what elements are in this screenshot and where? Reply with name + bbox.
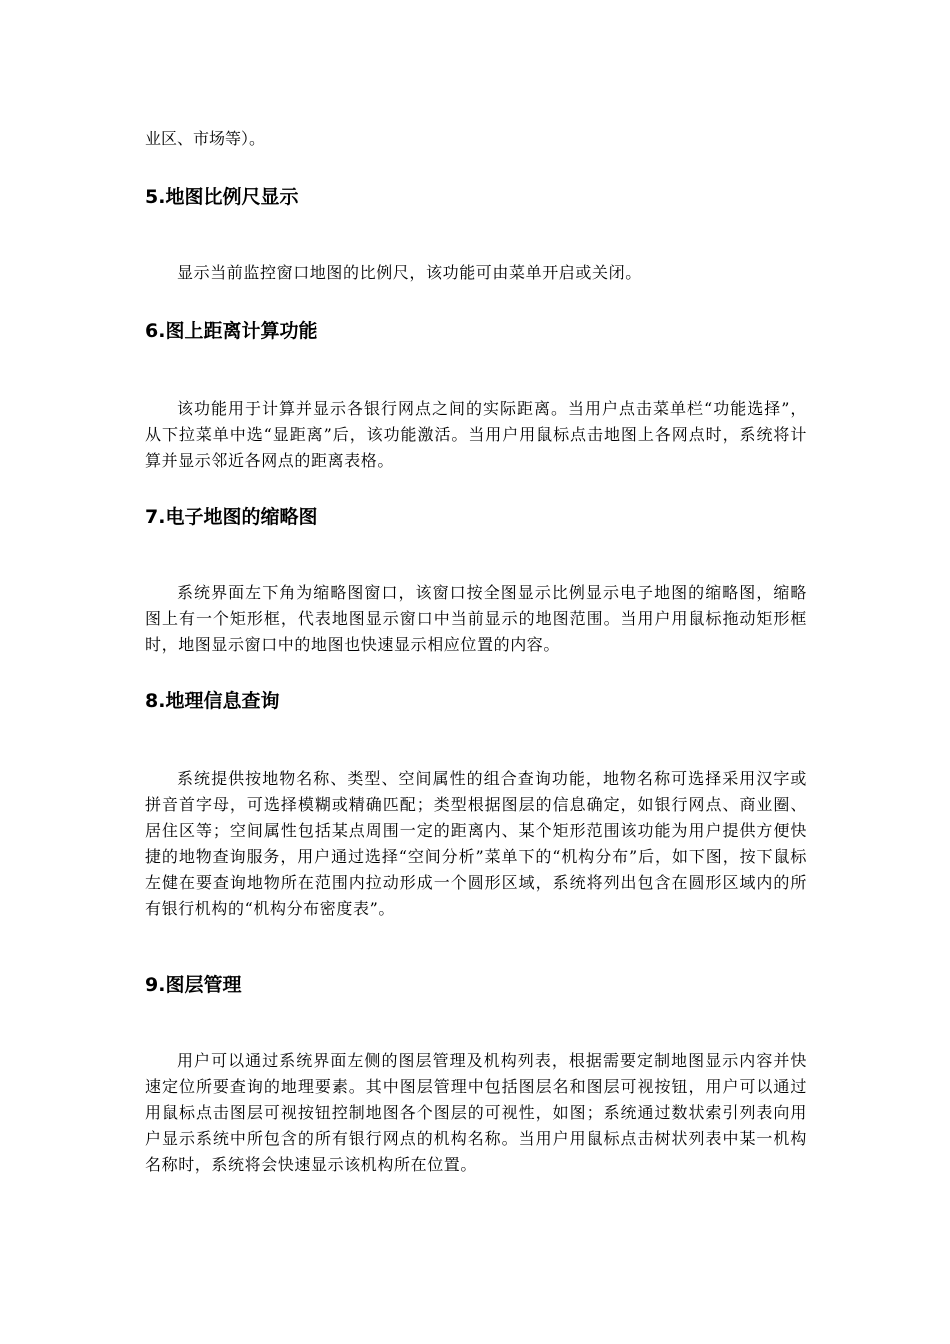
section-6-heading: 6.图上距离计算功能 <box>145 320 318 342</box>
section-5-paragraph: 显示当前监控窗口地图的比例尺，该功能可由菜单开启或关闭。 <box>177 263 642 282</box>
section-7-heading: 7.电子地图的缩略图 <box>145 506 318 528</box>
section-9-heading: 9.图层管理 <box>145 974 242 996</box>
section-5-heading: 5.地图比例尺显示 <box>145 186 299 208</box>
section-6-paragraph: 该功能用于计算并显示各银行网点之间的实际距离。当用户点击菜单栏“功能选择”，从下拉菜单中选“显距离”后，该功能激活。当用户用鼠标点击地图上各网点时，系统将计算并显示邻近各网点的距离表格。 <box>145 399 807 470</box>
section-7-paragraph: 系统界面左下角为缩略图窗口，该窗口按全图显示比例显示电子地图的缩略图，缩略图上有一个矩形框，代表地图显示窗口中当前显示的地图范围。当用户用鼠标拖动矩形框时，地图显示窗口中的地图也快速显示相应位置的内容。 <box>145 583 807 654</box>
continuation-text: 业区、市场等）。 <box>145 129 266 148</box>
section-8-heading: 8.地理信息查询 <box>145 690 280 712</box>
section-9-paragraph: 用户可以通过系统界面左侧的图层管理及机构列表，根据需要定制地图显示内容并快速定位所要查询的地理要素。其中图层管理中包括图层名和图层可视按钮，用户可以通过用鼠标点击图层可视按钮控制地图各个图层的可视性，如图；系统通过数状索引列表向用户显示系统中所包含的所有银行网点的机构名称。当用户用鼠标点击树状列表中某一机构名称时，系统将会快速显示该机构所在位置。 <box>145 1051 807 1174</box>
section-8-paragraph: 系统提供按地物名称、类型、空间属性的组合查询功能，地物名称可选择采用汉字或拼音首字母，可选择模糊或精确匹配；类型根据图层的信息确定，如银行网点、商业圈、居住区等；空间属性包括某点周围一定的距离内、某个矩形范围该功能为用户提供方便快捷的地物查询服务，用户通过选择“空间分析”菜单下的“机构分布”后，如下图，按下鼠标左健在要查询地物所在范围内拉动形成一个圆形区域，系统将列出包含在圆形区域内的所有银行机构的“机构分布密度表”。 <box>145 769 807 918</box>
